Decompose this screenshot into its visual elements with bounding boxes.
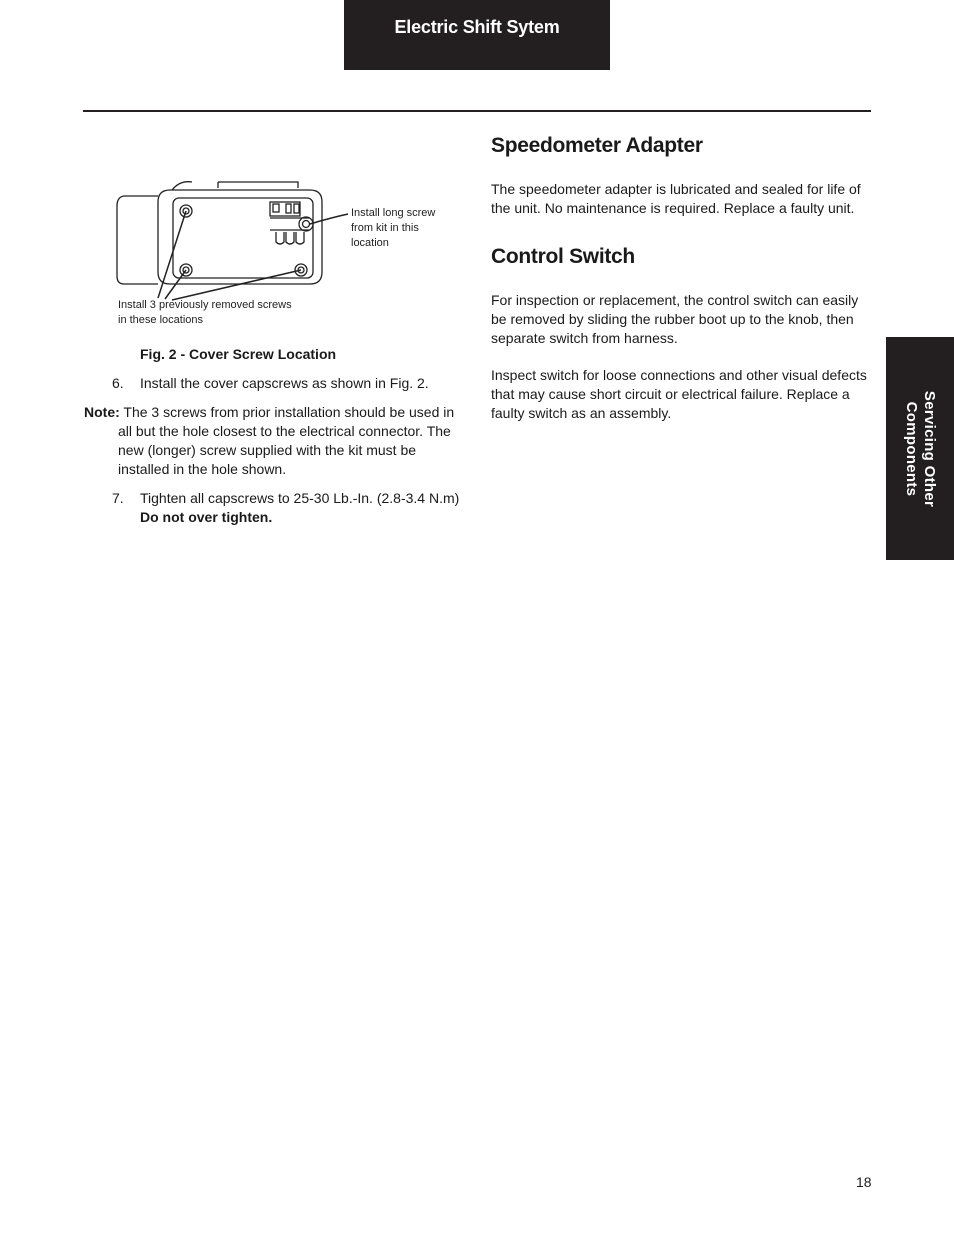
speedometer-paragraph: The speedometer adapter is lubricated and sealed for life of the unit. No maintenance is required. Replace a faulty unit. bbox=[491, 181, 861, 216]
page-number: 18 bbox=[856, 1174, 872, 1190]
note-block bbox=[84, 403, 459, 479]
long-screw-callout: Install long screw from kit in this location bbox=[351, 207, 436, 249]
side-tab-label: Servicing Other Components bbox=[903, 390, 938, 507]
figure-caption: Fig. 2 - Cover Screw Location bbox=[140, 346, 337, 362]
step-text: Install the cover capscrews as shown in Fig. 2. bbox=[140, 375, 429, 391]
step-text: Tighten all capscrews to 25-30 Lb.-In. (2.8-3.4 N.m) bbox=[140, 490, 460, 506]
top-rule bbox=[83, 110, 871, 112]
header-tab bbox=[344, 0, 610, 70]
three-screws-callout: Install 3 previously removed screws in these locations bbox=[118, 299, 292, 326]
note-rest: all but the hole closest to the electrical connector. The new (longer) screw supplied with the kit must be installed in the hole shown. bbox=[118, 423, 451, 477]
cover-screw-figure bbox=[110, 160, 450, 335]
header-title: Electric Shift Sytem bbox=[394, 17, 560, 37]
control-switch-paragraph-2: Inspect switch for loose connections and other visual defects that may cause short circuit or electrical failure. Replace a faulty switch as an assembly. bbox=[491, 367, 867, 421]
speedometer-heading: Speedometer Adapter bbox=[491, 134, 703, 157]
step-number: 6. bbox=[112, 375, 124, 391]
side-section-tab bbox=[886, 337, 954, 560]
step-6 bbox=[112, 374, 472, 394]
control-switch-heading: Control Switch bbox=[491, 245, 635, 268]
step-7 bbox=[112, 489, 472, 529]
step-number: 7. bbox=[112, 490, 124, 506]
control-switch-paragraph-1: For inspection or replacement, the control switch can easily be removed by sliding the rubber boot up to the knob, then separate switch from harness. bbox=[491, 292, 859, 346]
note-line1: The 3 screws from prior installation should be used in bbox=[123, 404, 455, 420]
step-warning: Do not over tighten. bbox=[140, 509, 273, 525]
note-label: Note: bbox=[84, 404, 120, 420]
